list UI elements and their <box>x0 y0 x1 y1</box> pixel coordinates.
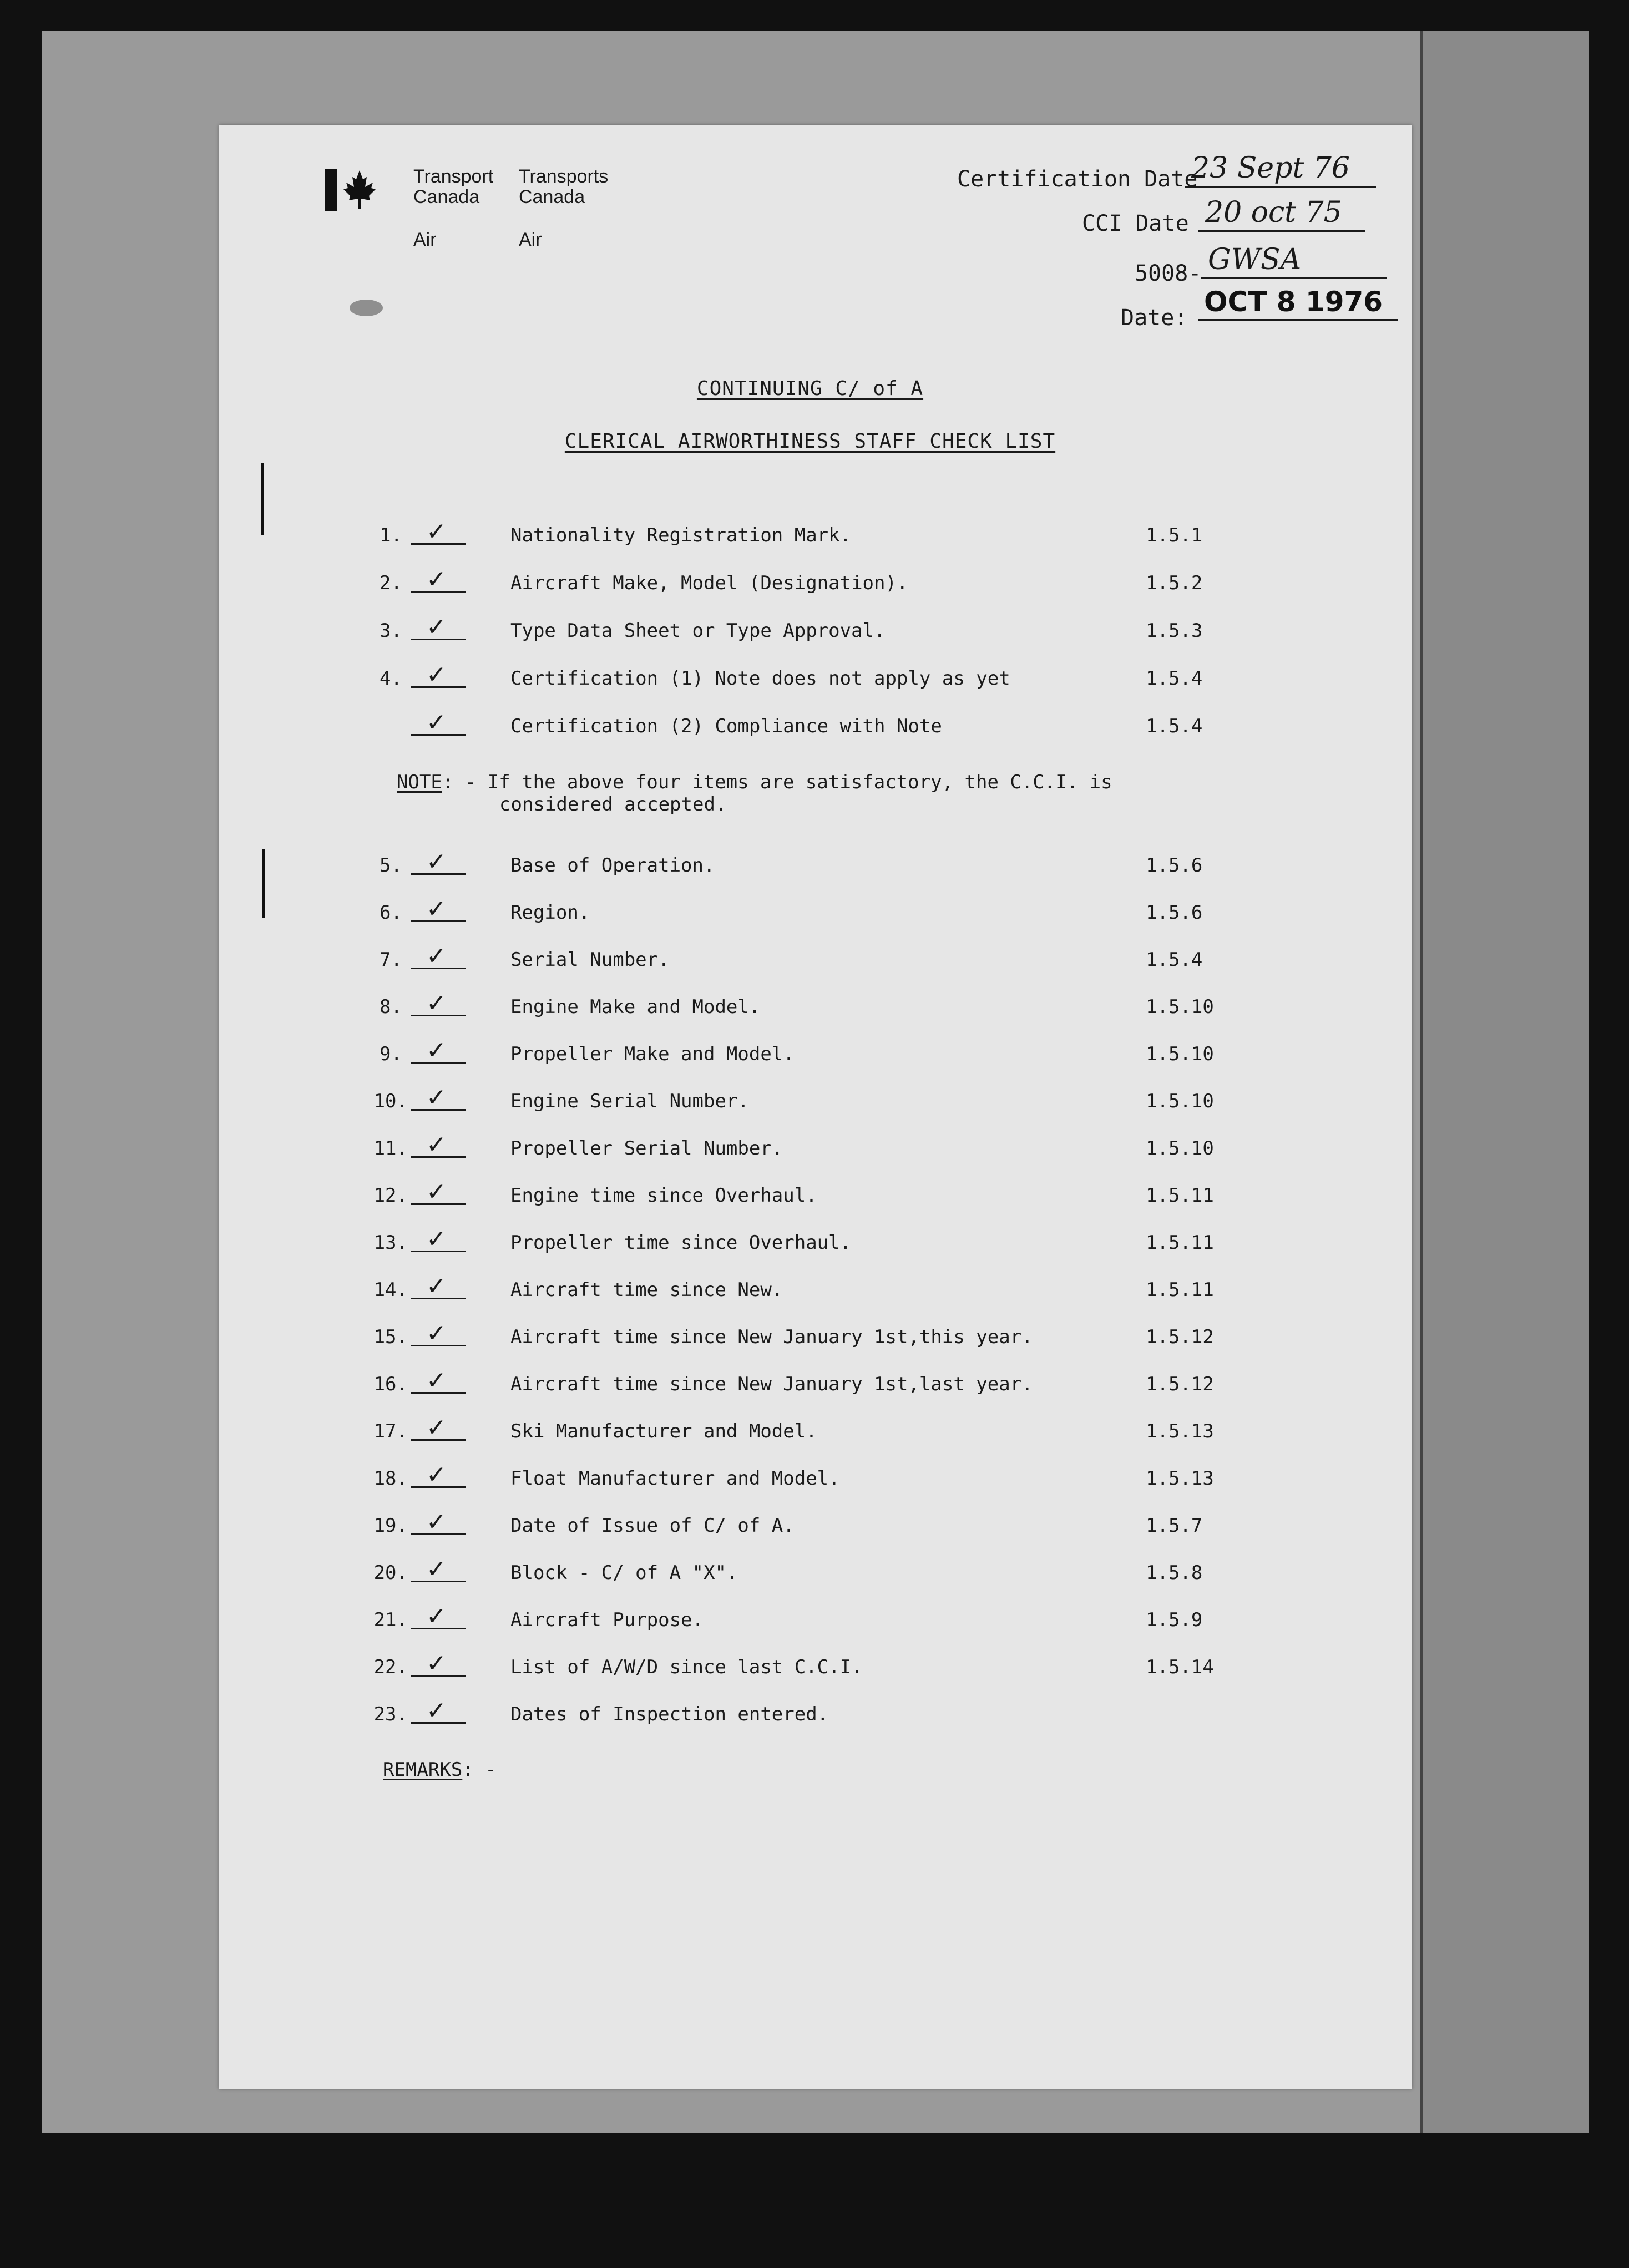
item-reference: 1.5.10 <box>1146 1137 1214 1160</box>
checkmark-icon: ✓ <box>426 518 447 546</box>
check-field <box>411 1178 466 1206</box>
cci-date-value: 20 oct 75 <box>1205 196 1342 229</box>
check-field <box>411 613 466 641</box>
dept-en: Air <box>413 229 437 250</box>
certification-date-value: 23 Sept 76 <box>1191 151 1350 185</box>
item-number: 22. <box>373 1656 408 1678</box>
item-number: 1. <box>380 524 402 546</box>
date-field <box>1198 286 1398 321</box>
date-label: Date: <box>1121 305 1188 331</box>
item-reference: 1.5.12 <box>1146 1326 1214 1348</box>
cci-date-field <box>1198 197 1365 232</box>
checkmark-icon: ✓ <box>426 1697 447 1725</box>
item-text: Certification (1) Note does not apply as yet <box>510 667 1010 690</box>
check-field <box>411 989 466 1017</box>
check-field <box>411 1319 466 1348</box>
item-reference: 1.5.4 <box>1146 667 1203 690</box>
margin-mark <box>261 463 264 535</box>
item-number: 20. <box>373 1562 408 1584</box>
agency-fr-line2: Canada <box>519 186 585 207</box>
note-block <box>397 771 1112 816</box>
remarks-suffix: : - <box>462 1759 497 1781</box>
file-number-label: 5008- <box>1135 261 1202 286</box>
item-text: Ski Manufacturer and Model. <box>510 1420 817 1442</box>
checkmark-icon: ✓ <box>426 708 447 737</box>
item-reference: 1.5.8 <box>1146 1562 1203 1584</box>
item-number: 11. <box>373 1137 408 1160</box>
checkmark-icon: ✓ <box>426 895 447 923</box>
checkmark-icon: ✓ <box>426 565 447 594</box>
check-field <box>411 1036 466 1065</box>
item-reference: 1.5.1 <box>1146 524 1203 546</box>
margin-mark <box>262 849 265 918</box>
item-reference: 1.5.10 <box>1146 996 1214 1018</box>
canada-flag-icon <box>325 169 377 211</box>
certification-date-field <box>1185 153 1376 188</box>
check-field <box>411 1084 466 1112</box>
item-number: 9. <box>380 1043 402 1065</box>
item-reference: 1.5.7 <box>1146 1515 1203 1537</box>
item-text: Aircraft time since New. <box>510 1279 783 1301</box>
item-text: Engine Make and Model. <box>510 996 761 1018</box>
check-field <box>411 661 466 689</box>
check-field <box>411 708 466 737</box>
document-page <box>219 125 1412 2089</box>
check-field <box>411 1272 466 1300</box>
item-number: 12. <box>373 1184 408 1207</box>
check-field <box>411 1131 466 1159</box>
note-line1: : - If the above four items are satisfactory, the C.C.I. is <box>442 771 1112 793</box>
item-reference: 1.5.13 <box>1146 1420 1214 1442</box>
checkmark-icon: ✓ <box>426 1131 447 1159</box>
item-number: 10. <box>373 1090 408 1112</box>
file-number-field <box>1201 244 1387 279</box>
item-number: 4. <box>380 667 402 690</box>
item-number: 23. <box>373 1703 408 1725</box>
note-line2: considered accepted. <box>499 793 727 816</box>
item-reference: 1.5.12 <box>1146 1373 1214 1395</box>
remarks-block <box>383 1759 497 1781</box>
item-reference: 1.5.2 <box>1146 572 1203 594</box>
item-reference: 1.5.14 <box>1146 1656 1214 1678</box>
checkmark-icon: ✓ <box>426 1461 447 1489</box>
document-subtitle <box>214 430 1407 453</box>
item-reference: 1.5.4 <box>1146 715 1203 737</box>
item-text: Float Manufacturer and Model. <box>510 1467 840 1490</box>
check-field <box>411 942 466 970</box>
item-number: 15. <box>373 1326 408 1348</box>
item-reference: 1.5.6 <box>1146 902 1203 924</box>
check-field <box>411 1508 466 1536</box>
check-field <box>411 1366 466 1395</box>
checkmark-icon: ✓ <box>426 1602 447 1631</box>
scan-edge-strip <box>1420 31 1589 2133</box>
check-field <box>411 518 466 546</box>
item-reference: 1.5.10 <box>1146 1090 1214 1112</box>
item-text: Aircraft time since New January 1st,this year. <box>510 1326 1033 1348</box>
checkmark-icon: ✓ <box>426 1272 447 1300</box>
item-number: 18. <box>373 1467 408 1490</box>
item-text: Type Data Sheet or Type Approval. <box>510 620 886 642</box>
checkmark-icon: ✓ <box>426 1414 447 1442</box>
checkmark-icon: ✓ <box>426 613 447 641</box>
item-number: 16. <box>373 1373 408 1395</box>
check-field <box>411 1225 466 1253</box>
item-number: 19. <box>373 1515 408 1537</box>
date-stamp: OCT 8 1976 <box>1204 286 1383 318</box>
item-number: 5. <box>380 854 402 877</box>
item-text: Propeller time since Overhaul. <box>510 1232 852 1254</box>
checkmark-icon: ✓ <box>426 1036 447 1065</box>
agency-name-en <box>413 166 493 250</box>
check-field <box>411 1414 466 1442</box>
checkmark-icon: ✓ <box>426 848 447 876</box>
item-text: Block - C/ of A "X". <box>510 1562 738 1584</box>
agency-name-fr <box>519 166 608 250</box>
item-text: Engine time since Overhaul. <box>510 1184 817 1207</box>
item-number: 13. <box>373 1232 408 1254</box>
checkmark-icon: ✓ <box>426 1178 447 1206</box>
item-reference: 1.5.9 <box>1146 1609 1203 1631</box>
remarks-label: REMARKS <box>383 1759 463 1781</box>
checkmark-icon: ✓ <box>426 1225 447 1253</box>
check-field <box>411 1649 466 1678</box>
item-text: Engine Serial Number. <box>510 1090 749 1112</box>
checkmark-icon: ✓ <box>426 1649 447 1678</box>
item-text: Propeller Serial Number. <box>510 1137 783 1160</box>
item-number: 6. <box>380 902 402 924</box>
checkmark-icon: ✓ <box>426 1508 447 1536</box>
item-number: 21. <box>373 1609 408 1631</box>
checkmark-icon: ✓ <box>426 1319 447 1348</box>
item-text: List of A/W/D since last C.C.I. <box>510 1656 863 1678</box>
item-reference: 1.5.10 <box>1146 1043 1214 1065</box>
cci-date-label: CCI Date <box>1082 211 1189 236</box>
item-text: Date of Issue of C/ of A. <box>510 1515 795 1537</box>
note-label: NOTE <box>397 771 442 793</box>
file-number-value: GWSA <box>1208 243 1302 276</box>
item-reference: 1.5.4 <box>1146 949 1203 971</box>
checkmark-icon: ✓ <box>426 1366 447 1395</box>
check-field <box>411 1697 466 1725</box>
check-field <box>411 1461 466 1489</box>
checkmark-icon: ✓ <box>426 661 447 689</box>
item-number: 3. <box>380 620 402 642</box>
item-text: Propeller Make and Model. <box>510 1043 795 1065</box>
ink-blot <box>350 300 383 316</box>
item-text: Aircraft time since New January 1st,last year. <box>510 1373 1033 1395</box>
agency-fr-line1: Transports <box>519 166 609 187</box>
item-text: Base of Operation. <box>510 854 715 877</box>
item-number: 8. <box>380 996 402 1018</box>
certification-date-label: Certification Date <box>957 166 1198 192</box>
item-reference: 1.5.11 <box>1146 1184 1214 1207</box>
item-text: Serial Number. <box>510 949 670 971</box>
checkmark-icon: ✓ <box>426 1555 447 1583</box>
checkmark-icon: ✓ <box>426 1084 447 1112</box>
check-field <box>411 565 466 594</box>
checkmark-icon: ✓ <box>426 989 447 1017</box>
item-text: Region. <box>510 902 590 924</box>
item-text: Nationality Registration Mark. <box>510 524 852 546</box>
item-reference: 1.5.3 <box>1146 620 1203 642</box>
item-text: Dates of Inspection entered. <box>510 1703 829 1725</box>
check-field <box>411 1555 466 1583</box>
item-number: 2. <box>380 572 402 594</box>
item-text: Aircraft Make, Model (Designation). <box>510 572 908 594</box>
check-field <box>411 895 466 923</box>
item-number: 7. <box>380 949 402 971</box>
item-reference: 1.5.11 <box>1146 1279 1214 1301</box>
item-number: 17. <box>373 1420 408 1442</box>
check-field <box>411 848 466 876</box>
title-line1: CONTINUING C/ of A <box>696 377 924 400</box>
item-number: 14. <box>373 1279 408 1301</box>
item-text: Aircraft Purpose. <box>510 1609 704 1631</box>
agency-en-line1: Transport <box>413 166 494 187</box>
checkmark-icon: ✓ <box>426 942 447 970</box>
title-line2: CLERICAL AIRWORTHINESS STAFF CHECK LIST <box>564 430 1056 453</box>
agency-en-line2: Canada <box>413 186 480 207</box>
item-text: Certification (2) Compliance with Note <box>510 715 942 737</box>
dept-fr: Air <box>519 229 542 250</box>
document-title <box>214 377 1407 400</box>
check-field <box>411 1602 466 1631</box>
item-reference: 1.5.13 <box>1146 1467 1214 1490</box>
item-reference: 1.5.11 <box>1146 1232 1214 1254</box>
item-reference: 1.5.6 <box>1146 854 1203 877</box>
